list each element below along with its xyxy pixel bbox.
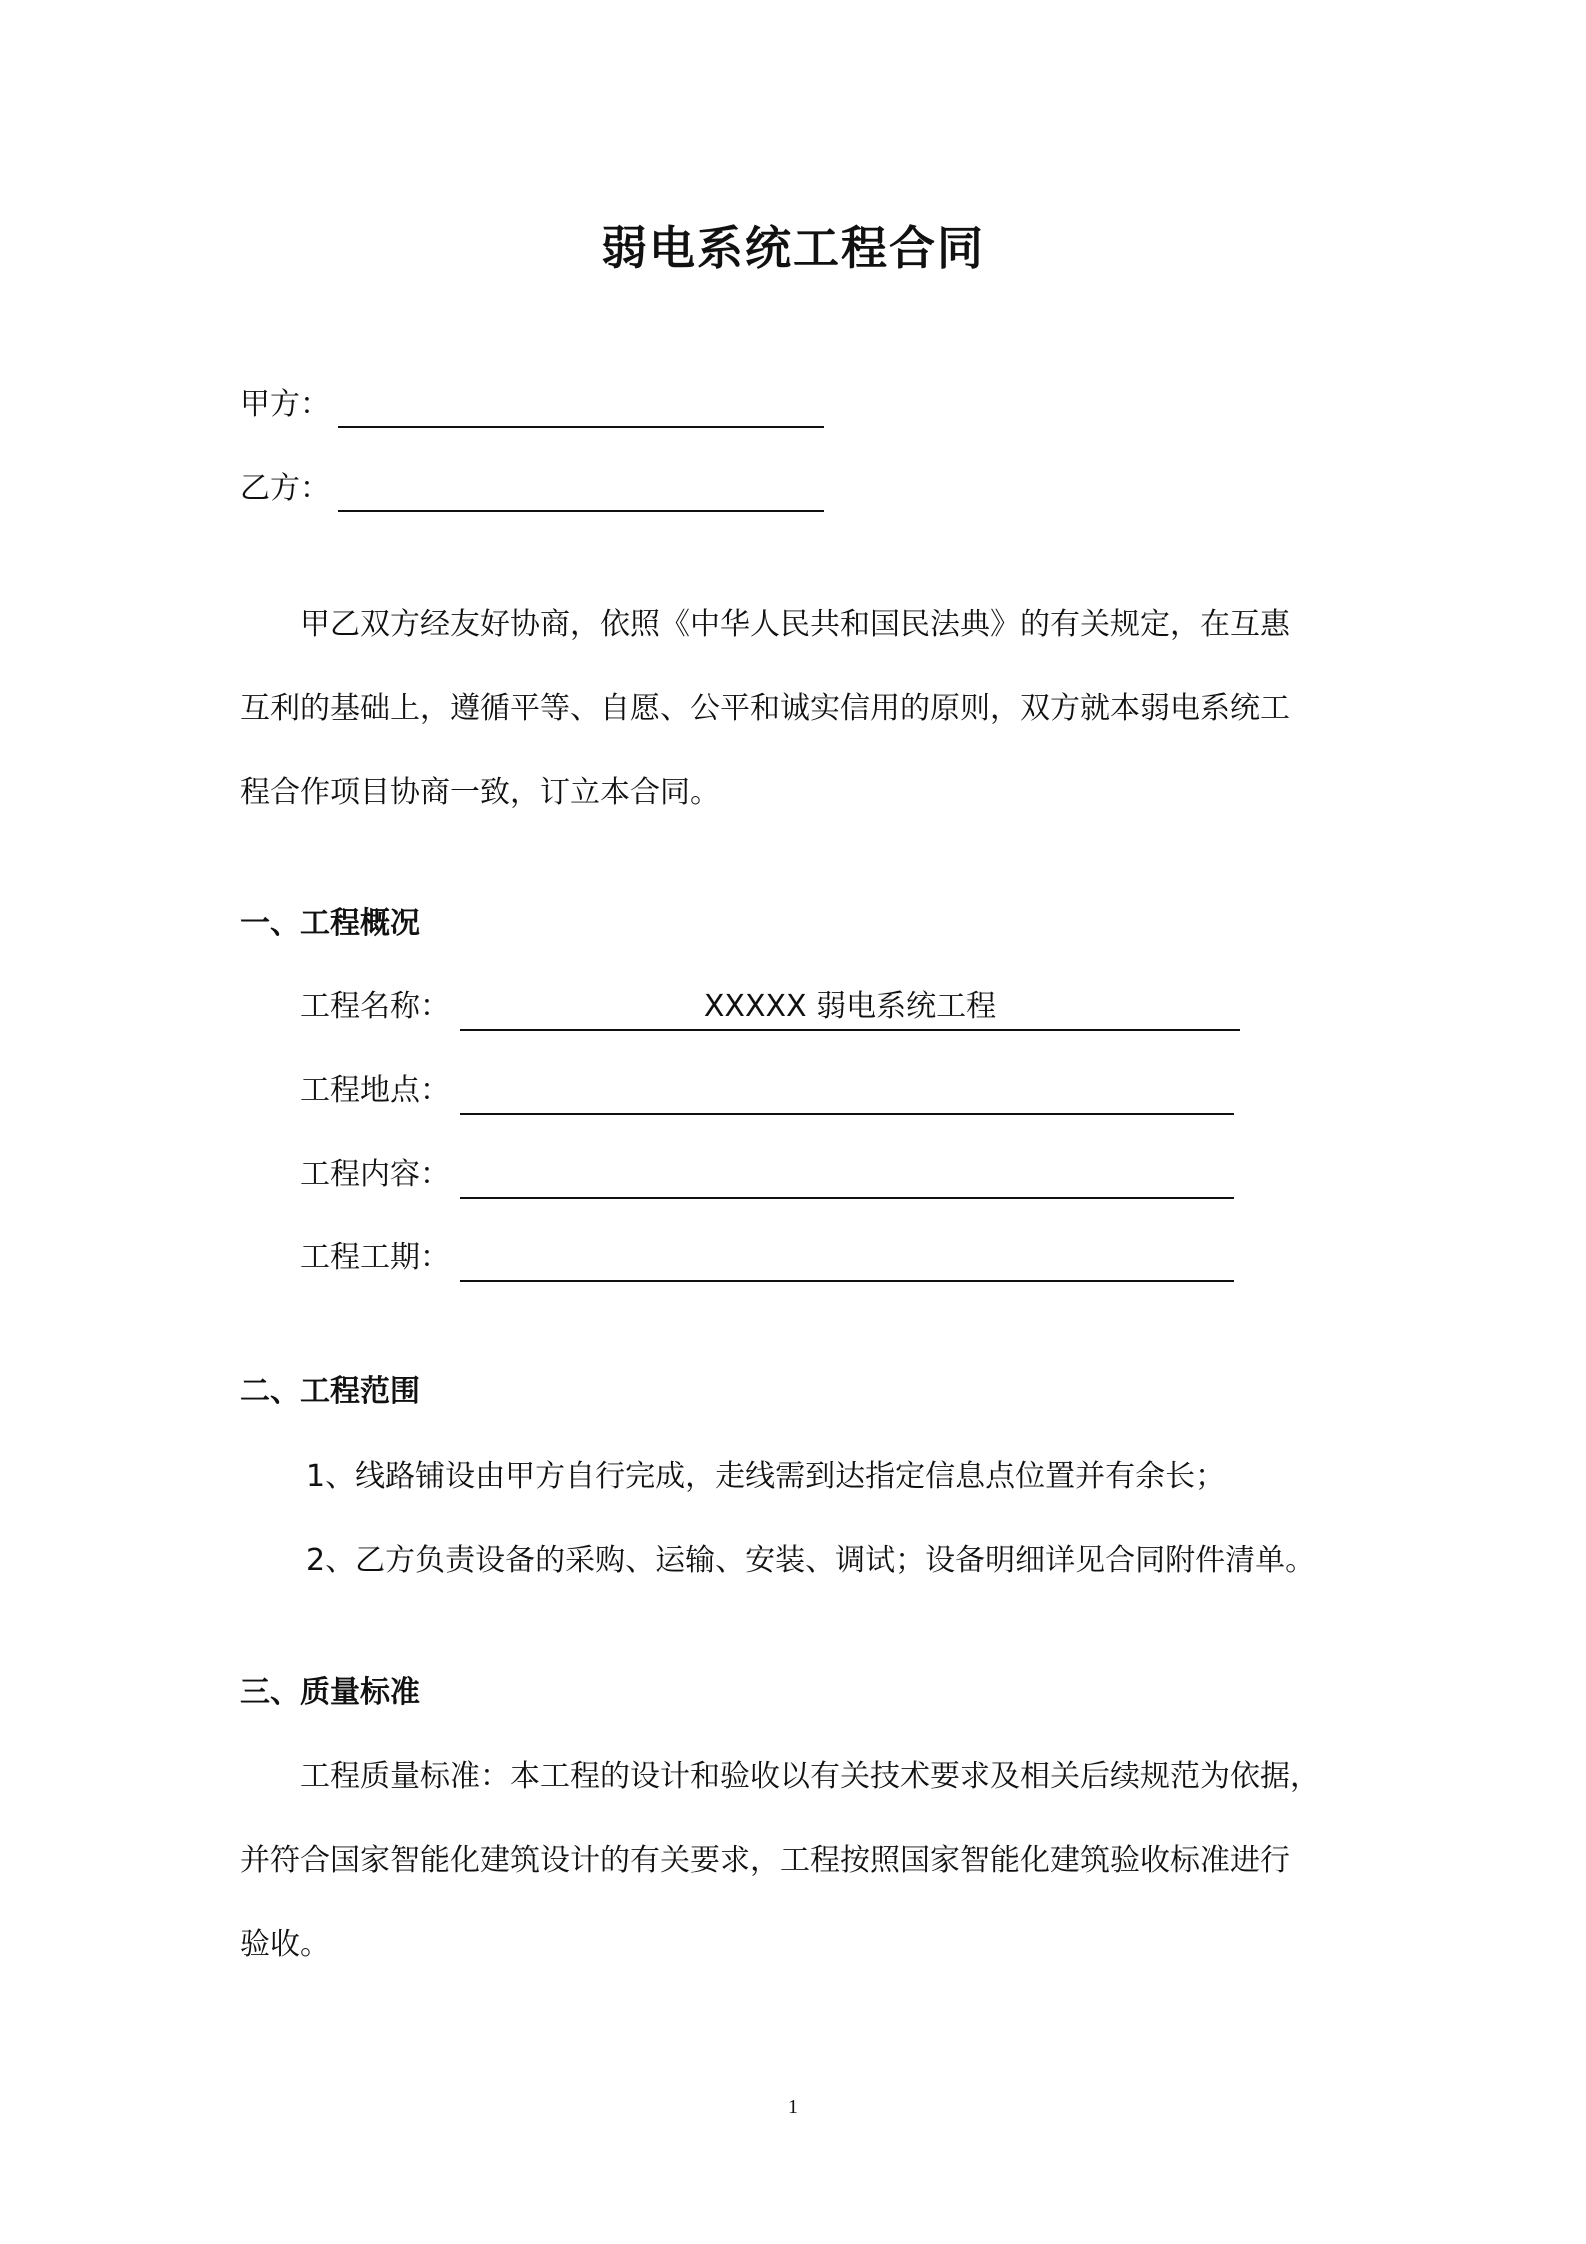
project-period-label: 工程工期： (300, 1240, 450, 1275)
project-location-label: 工程地点： (300, 1073, 450, 1108)
quality-line-3: 验收。 (240, 1927, 330, 1962)
party-a-label: 甲方： (240, 387, 330, 422)
scope-item-1: 1、线路铺设由甲方自行完成，走线需到达指定信息点位置并有余长； (306, 1459, 1226, 1494)
quality-line-1: 工程质量标准：本工程的设计和验收以有关技术要求及相关后续规范为依据， (300, 1759, 1320, 1794)
party-a-blank (338, 426, 824, 428)
intro-line-2: 互利的基础上，遵循平等、自愿、公平和诚实信用的原则，双方就本弱电系统工 (240, 691, 1290, 726)
project-content-label: 工程内容： (300, 1157, 450, 1192)
project-location-blank (460, 1113, 1234, 1115)
section-2-heading: 二、工程范围 (240, 1374, 420, 1409)
intro-line-3: 程合作项目协商一致，订立本合同。 (240, 775, 720, 810)
document-title: 弱电系统工程合同 (601, 221, 985, 275)
section-1-heading: 一、工程概况 (240, 906, 420, 941)
project-name-label: 工程名称： (300, 989, 450, 1024)
party-b-blank (338, 510, 824, 512)
intro-line-1: 甲乙双方经友好协商，依照《中华人民共和国民法典》的有关规定，在互惠 (300, 607, 1290, 642)
project-name-blank (460, 1029, 1240, 1031)
party-b-label: 乙方： (240, 471, 330, 506)
project-period-blank (460, 1280, 1234, 1282)
project-name-value: XXXXX 弱电系统工程 (703, 989, 997, 1024)
scope-item-2: 2、乙方负责设备的采购、运输、安装、调试；设备明细详见合同附件清单。 (306, 1543, 1316, 1578)
page-number: 1 (788, 2096, 798, 2118)
quality-line-2: 并符合国家智能化建筑设计的有关要求，工程按照国家智能化建筑验收标准进行 (240, 1843, 1290, 1878)
project-content-blank (460, 1197, 1234, 1199)
section-3-heading: 三、质量标准 (240, 1675, 420, 1710)
